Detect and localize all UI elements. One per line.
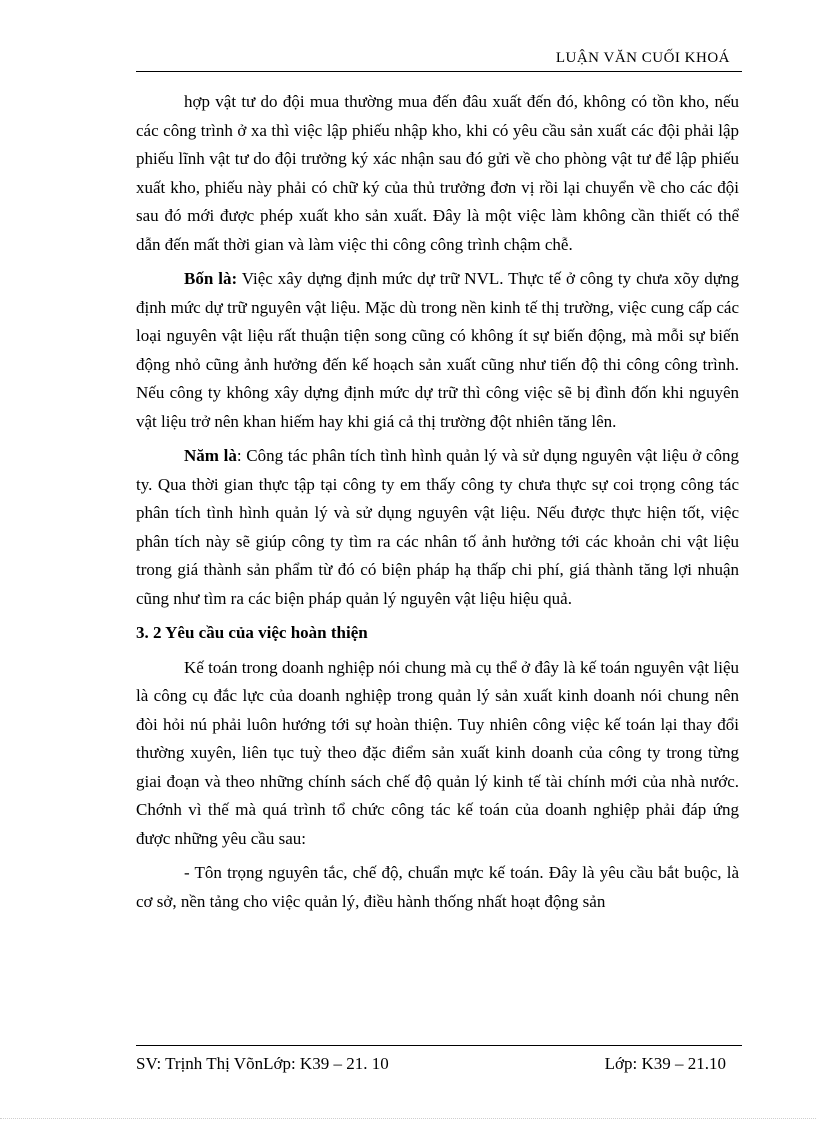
paragraph-bon-la xyxy=(136,265,739,436)
footer-student-info: SV: Trịnh Thị VõnLớp: K39 – 21. 10 xyxy=(136,1054,389,1073)
paragraph-requirements-intro: Kế toán trong doanh nghiệp nói chung mà cụ thể ở đây là kế toán nguyên vật liệu là công cụ đắc lực của doanh nghiệp trong quản lý sản xuất kinh doanh nói chung nên đòi hỏi nú phải luôn hướng tới sự hoàn thiện. Tuy nhiên công việc kế toán lại thay đổi thường xuyên, liên tục tuỳ theo đặc điểm sản xuất kinh doanh của công ty trong từng giai đoạn và theo những chính sách chế độ quản lý kinh tế tài chính mới của nhà nước. Chớnh vì thế mà quá trình tổ chức công tác kế toán của doanh nghiệp phải đáp ứng được những yêu cầu sau: xyxy=(136,657,739,848)
paragraph-lead-nam-la: Năm là xyxy=(184,446,237,465)
section-heading: 3. 2 Yêu cầu của việc hoàn thiện xyxy=(136,623,368,642)
paragraph-text-bon-la: Việc xây dựng định mức dự trữ NVL. Thực tế ở công ty chưa xõy dựng định mức dự trữ nguyên vật liệu. Mặc dù trong nền kinh tế thị trường, việc cung cấp các loại nguyên vật liệu rất thuận tiện song cũng có không ít sự biến động, mà mỗi sự biến động nhỏ cũng ảnh hưởng đến kế hoạch sản xuất cũng như tiến độ thi công công trình. Nếu công ty không xây dựng định mức dự trữ thì công việc sẽ bị đình đốn khi nguyên vật liệu trở nên khan hiếm hay khi giá cả thị trường đột nhiên tăng lên. xyxy=(136,269,739,431)
paragraph-nam-la xyxy=(136,442,739,613)
paragraph-text-nam-la: : Công tác phân tích tình hình quản lý và sử dụng nguyên vật liệu ở công ty. Qua thời gian thực tập tại công ty em thấy công ty chưa thực sự coi trọng công tác phân tích tình hình quản lý và sử dụng nguyên vật liệu. Nếu được thực hiện tốt, việc phân tích này sẽ giúp công ty tìm ra các nhân tố ảnh hưởng tới các khoản chi vật liệu trong giá thành sản phẩm từ đó có biện pháp hạ thấp chi phí, giá thành tăng lợi nhuận cũng như tìm ra các biện pháp quản lý nguyên vật liệu hiệu quả. xyxy=(136,446,739,608)
page-footer xyxy=(136,1054,726,1074)
paragraph-requirement-item: - Tôn trọng nguyên tắc, chế độ, chuẩn mực kế toán. Đây là yêu cầu bắt buộc, là cơ sở, nền tảng cho việc quản lý, điều hành thống nhất hoạt động sản xyxy=(136,863,739,911)
paragraph-lead-bon-la: Bốn là: xyxy=(184,269,238,288)
footer-rule xyxy=(136,1045,742,1046)
header-rule xyxy=(136,71,742,72)
running-header-title: LUẬN VĂN CUỐI KHOÁ xyxy=(555,50,730,66)
page-edge-divider xyxy=(0,1118,816,1119)
footer-class-info: Lớp: K39 – 21.10 xyxy=(604,1054,726,1073)
paragraph-continuation: hợp vật tư do đội mua thường mua đến đâu xuất đến đó, không có tồn kho, nếu các công trình ở xa thì việc lập phiếu nhập kho, khi có yêu cầu sản xuất các đội phải lập phiếu lĩnh vật tư do đội trưởng ký xác nhận sau đó gửi về cho phòng vật tư để lập phiếu xuất kho, phiếu này phải có chữ ký của thủ trưởng đơn vị rồi lại chuyển về cho các đội sau đó mới được phép xuất kho sản xuất. Đây là một việc làm không cần thiết có thể dẫn đến mất thời gian và làm việc thi công công trình chậm chễ. xyxy=(136,92,739,254)
page-body xyxy=(136,88,739,922)
